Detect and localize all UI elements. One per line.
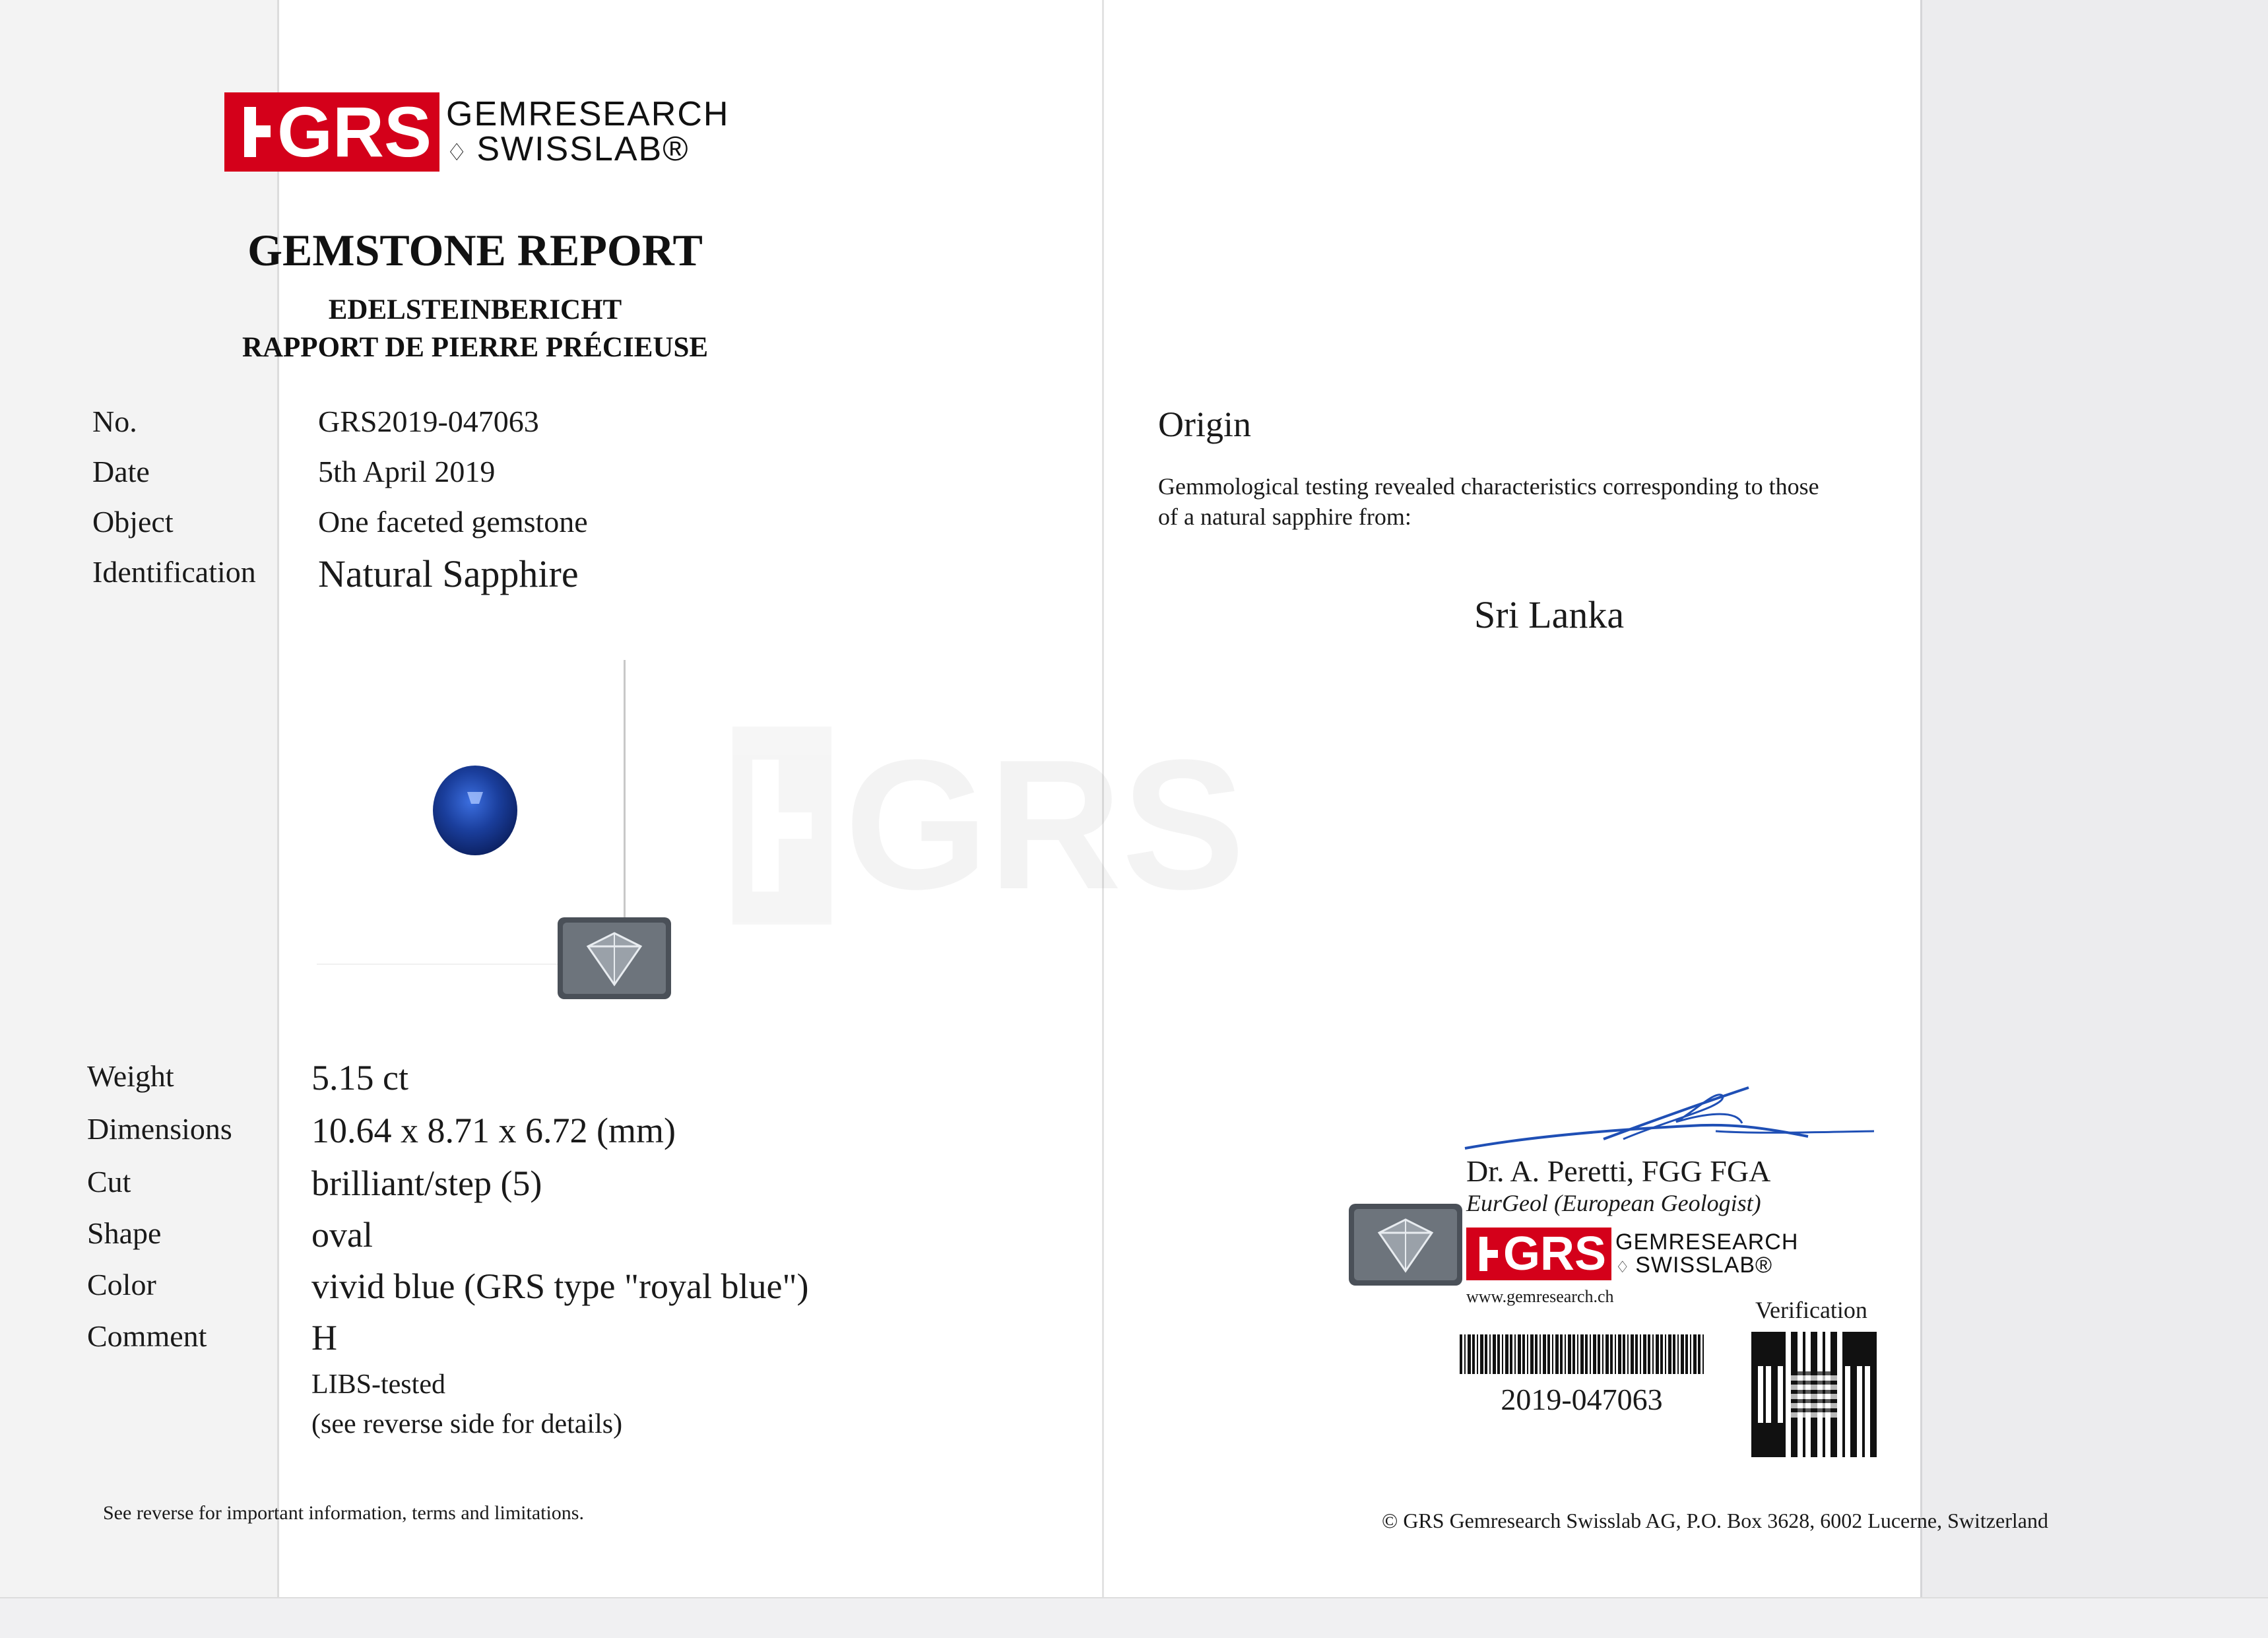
comment-line-3: (see reverse side for details) <box>311 1409 623 1439</box>
origin-text-line-2: of a natural sapphire from: <box>1158 504 1411 530</box>
origin-text-line-1: Gemmological testing revealed characteristics corresponding to those <box>1158 473 1819 500</box>
cut-label: Cut <box>87 1165 131 1198</box>
date-label: Date <box>92 455 150 488</box>
report-subtitle-de: EDELSTEINBERICHT <box>328 294 622 325</box>
report-subtitle-fr: RAPPORT DE PIERRE PRÉCIEUSE <box>242 332 709 363</box>
swiss-cross-icon <box>234 107 271 157</box>
cut-value: brilliant/step (5) <box>311 1163 542 1203</box>
comment-line-2: LIBS-tested <box>311 1369 445 1400</box>
logo-grs-text: GRS <box>277 92 432 172</box>
hologram-seal-icon <box>1349 1204 1462 1286</box>
verification-label: Verification <box>1755 1297 1867 1323</box>
verification-qr-code[interactable] <box>1751 1332 1877 1457</box>
right-fold-panel <box>1920 0 2268 1637</box>
origin-heading: Origin <box>1158 405 1251 444</box>
watermark-text: GRS <box>845 722 1245 928</box>
barcode <box>1460 1334 1704 1374</box>
logo-line-1: GEMRESEARCH <box>1615 1229 1799 1255</box>
logo-line-2: ♢ SWISSLAB® <box>1615 1253 1773 1278</box>
object-label: Object <box>92 505 174 539</box>
date-value: 5th April 2019 <box>318 455 496 488</box>
weight-label: Weight <box>87 1059 174 1093</box>
report-title: GEMSTONE REPORT <box>247 225 703 275</box>
color-value: vivid blue (GRS type "royal blue") <box>311 1266 809 1306</box>
shape-value: oval <box>311 1215 373 1255</box>
diamond-icon: ♢ <box>1615 1259 1636 1276</box>
sapphire-photo <box>429 764 521 857</box>
footer-right-note: © GRS Gemresearch Swisslab AG, P.O. Box 3628, 6002 Lucerne, Switzerland <box>1382 1509 2048 1532</box>
dimensions-value: 10.64 x 8.71 x 6.72 (mm) <box>311 1111 676 1150</box>
signature <box>1452 1076 1881 1162</box>
grs-watermark <box>732 719 1392 928</box>
grs-logo-header <box>224 92 729 172</box>
logo-line-1: GEMRESEARCH <box>446 94 730 133</box>
identification-label: Identification <box>92 555 256 589</box>
shape-label: Shape <box>87 1216 162 1250</box>
website: www.gemresearch.ch <box>1466 1287 1614 1306</box>
swiss-cross-icon <box>1473 1237 1498 1271</box>
logo-line-2: ♢ SWISSLAB® <box>446 130 690 168</box>
signatory-title: EurGeol (European Geologist) <box>1466 1190 1761 1216</box>
footer-left-note: See reverse for important information, terms and limitations. <box>103 1502 584 1524</box>
comment-value: H <box>311 1318 337 1358</box>
no-value: GRS2019-047063 <box>318 405 539 438</box>
no-label: No. <box>92 405 137 438</box>
dimensions-label: Dimensions <box>87 1112 232 1146</box>
logo-grs-text: GRS <box>1503 1228 1607 1280</box>
grs-logo-footer <box>1466 1228 1798 1280</box>
weight-value: 5.15 ct <box>311 1058 408 1097</box>
origin-country: Sri Lanka <box>1474 593 1625 636</box>
hologram-seal-icon <box>558 917 671 999</box>
object-value: One faceted gemstone <box>318 505 588 539</box>
bottom-edge <box>0 1597 2268 1638</box>
barcode-number: 2019-047063 <box>1501 1383 1663 1416</box>
color-label: Color <box>87 1268 156 1301</box>
signatory-name: Dr. A. Peretti, FGG FGA <box>1466 1154 1771 1188</box>
identification-value: Natural Sapphire <box>318 552 579 595</box>
diamond-icon: ♢ <box>446 139 477 166</box>
comment-label: Comment <box>87 1319 207 1353</box>
